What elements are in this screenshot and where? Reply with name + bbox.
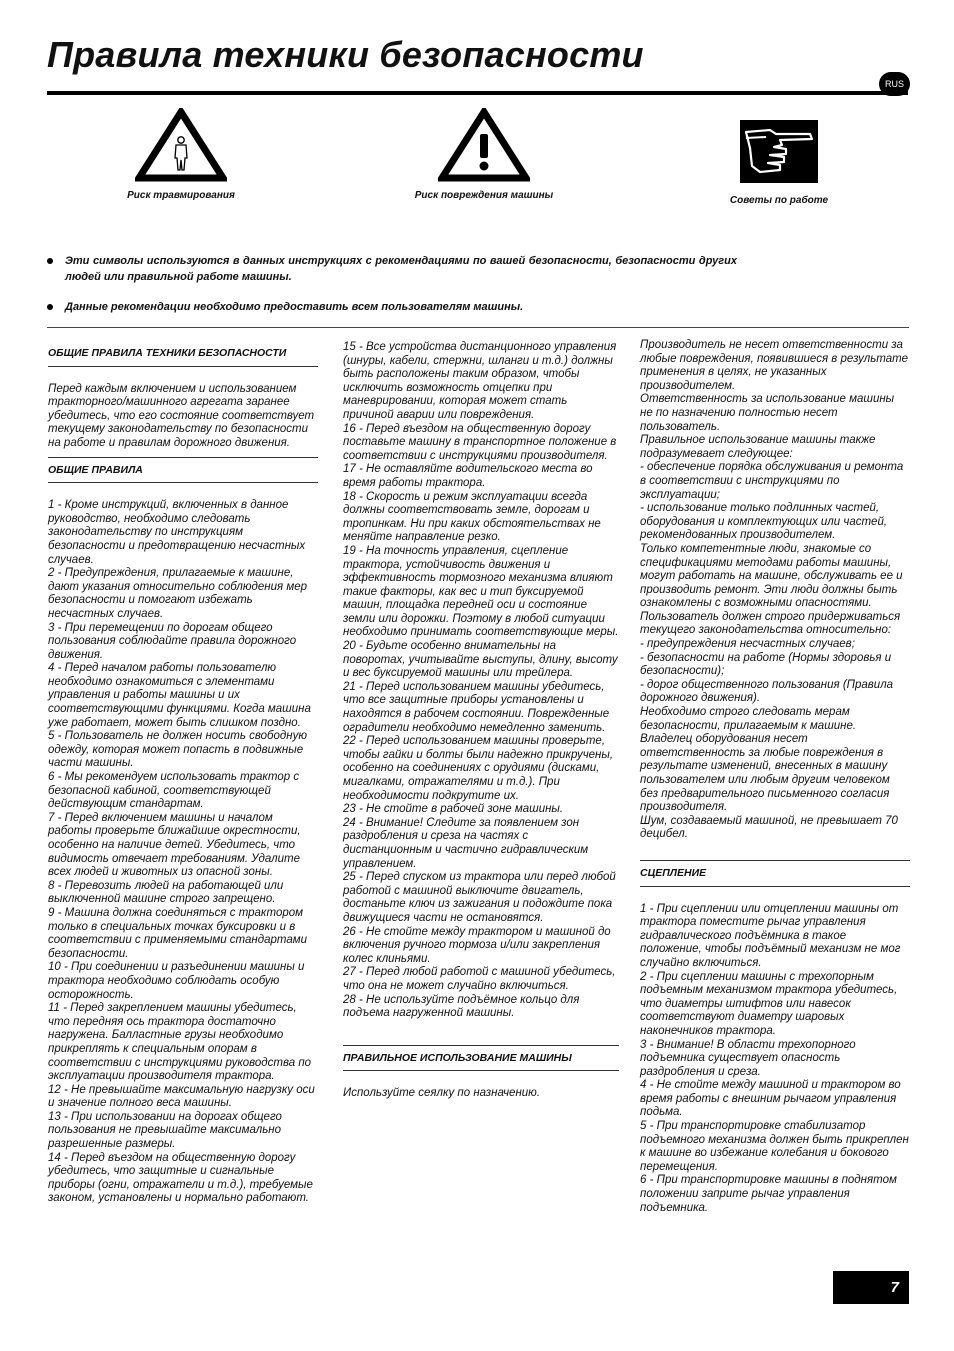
text-line: - обеспечение порядка обслуживания и ремонта в соответствии с инструкциями по эксплуатации; [640, 461, 904, 501]
text-line: Правильное использование машины также подразумевает следующее: [640, 434, 876, 460]
coupling-item: 5 - При транспортировке стабилизатор подъемного механизма должен быть прикреплен к машине во избежание колебания и бокового перемещения. [640, 1120, 909, 1173]
symbol-injury-risk [120, 108, 242, 201]
rule-item: 23 - Не стойте в рабочей зоне машины. [343, 803, 564, 816]
rule-item: 2 - Предупреждения, прилагаемые к машине, дают указания относительно соблюдения мер безопасности и помогают избежать несчастных случаев. [48, 567, 308, 620]
rule-item: 17 - Не оставляйте водительского места во время работы трактора. [343, 463, 593, 489]
rule-item: 27 - Перед любой работой с машиной убедитесь, что она не может случайно включиться. [343, 966, 616, 992]
text-line: Необходимо строго следовать мерам безопасности, прилагаемым к машине. [640, 706, 857, 732]
coupling-item: 6 - При транспортировке машины в поднятом положении заприте рычаг управления подъемника. [640, 1174, 897, 1214]
rule-item: 3 - При перемещении по дорогам общего пользования соблюдайте правила дорожного движения. [48, 621, 297, 661]
column-middle [343, 341, 619, 1101]
text-line: - безопасности на работе (Нормы здоровья и безопасности); [640, 651, 892, 678]
text-line: Только компетентные люди, знакомые со спецификациями методами работы машины, могут работать на машине, обслуживать ее и производить ремонт. Эти люди должны быть ознакомлены с возможными опасностями. Пользователь должен строго придерживаться текущего законодательства относительно: [640, 542, 903, 637]
language-badge: RUS [879, 72, 910, 96]
rule-item: 4 - Перед началом работы пользователю необходимо ознакомиться с элементами управления и работы машины и их соответствующими функциями. Когда машина уже работает, может быть слишком поздно. [48, 662, 311, 729]
rule-item: 15 - Все устройства дистанционного управления (шнуры, кабели, стержни, шланги и т.д.) должны быть расположены таким образом, чтобы исключить возможность отцепки при маневрировании, которая может стать причиной аварии или повреждения. [343, 341, 617, 421]
rule-item: 26 - Не стойте между трактором и машиной до включения ручного тормоза и/или закрепления колес клиньями. [343, 925, 611, 965]
rule-item: 20 - Будьте особенно внимательны на поворотах, учитывайте выступы, длину, высоту и вес буксируемой машины или трейлера. [343, 640, 618, 680]
coupling-item: 4 - Не стойте между машиной и трактором во время работы с внешним рычагом управления подьма. [640, 1079, 901, 1119]
correct-use-heading: ПРАВИЛЬНОЕ ИСПОЛЬЗОВАНИЕ МАШИНЫ [343, 1046, 619, 1072]
symbol-caption: Риск травмирования [127, 190, 235, 201]
coupling-heading: СЦЕПЛЕНИЕ [640, 861, 910, 887]
bullet-item: Данные рекомендации необходимо предоставить всем пользователям машины. [47, 299, 737, 315]
rule-item: 8 - Перевозить людей на работающей или выключенной машине строго запрещено. [48, 879, 284, 906]
symbol-machine-damage-risk [404, 108, 564, 201]
rule-item: 14 - Перед въездом на общественную дорогу убедитесь, что защитные и сигнальные приборы (огни, отражатели и т.д.), требуемые законом, установлены и нормально работают. [48, 1151, 313, 1205]
bullet-item: Эти символы используются в данных инструкциях с рекомендациями по вашей безопасности, безопасности других людей или правильной работе машины. [47, 253, 737, 285]
coupling-item: 2 - При сцеплении машины с трехопорным подъемным механизмом трактора убедитесь, что диаметры штифтов или навесок соответствуют диаметру шаровых наконечников трактора. [640, 970, 898, 1037]
intro-paragraph: Перед каждым включением и использованием тракторного/машинного агрегата заранее убедитесь, что его состояние соответствует текущему законодательству по безопасности на работе и правилам дорожного движения. [48, 382, 315, 449]
correct-use-text: Используйте сеялку по назначению. [343, 1087, 541, 1100]
symbol-caption: Советы по работе [729, 195, 829, 206]
general-rules-heading: ОБЩИЕ ПРАВИЛА [48, 458, 318, 484]
text-line: - использование только подлинных частей, оборудования и комплектующих или частей, рекомендованных производителем. [640, 502, 888, 542]
text-line: Владелец оборудования несет ответственность за любые повреждения в результате изменений, внесенных в машину пользователем или любым другим человеком без предварительного письменного согласия производителя. [640, 733, 890, 814]
rule-item: 16 - Перед въездом на общественную дорогу поставьте машину в транспортное положение в соответствии с инструкциями производителя. [343, 422, 617, 462]
symbol-work-tips [722, 120, 836, 206]
rule-item: 22 - Перед использованием машины проверьте, чтобы гайки и болты были надежно прикручены, особенно на соединениях с орудиями (дисками, мигалками, отражателями и т.д.). При необходимости подкрутите их. [343, 735, 614, 802]
page-title: Правила техники безопасности [47, 34, 644, 75]
rule-item: 24 - Внимание! Следите за появлением зон раздробления и среза на частях с дистанционным и частично гидравлическим управлением. [343, 816, 589, 870]
pointing-hand-icon [740, 120, 818, 183]
rule-item: 11 - Перед закреплением машины убедитесь, что передняя ось трактора достаточно нагружена. Балластные грузы необходимо прикреплять к специальным опорам в соответствии с инструкциями руководства по эксплуатации производителя трактора. [48, 1002, 312, 1083]
section-divider [47, 327, 909, 328]
rule-item: 9 - Машина должна соединяться с трактором только в специальных точках буксировки и в соответствии с применяемыми стандартами безопасности. [48, 906, 308, 960]
rule-item: 19 - На точность управления, сцепление трактора, устойчивость движения и эффективность тормозного механизма влияют такие факторы, как вес и тип буксируемой машин, площадка передней оси и состояние земли или дорожки. Поэтому в любой ситуации необходимо принимать соответствующие меры. [343, 544, 619, 639]
rule-item: 13 - При использовании на дорогах общего пользования не превышайте максимально разрешенные размеры. [48, 1110, 282, 1151]
text-line: - дорог общественного пользования (Правила дорожного движения). [640, 678, 894, 705]
rule-item: 21 - Перед использованием машины убедитесь, что все защитные приборы установлены и находятся в рабочем состоянии. Поврежденные оградители необходимо немедленно заменить. [343, 680, 610, 734]
symbol-notes [47, 253, 737, 329]
rule-item: 28 - Не используйте подъёмное кольцо для подъема нагруженной машины. [343, 993, 580, 1020]
rule-item: 6 - Мы рекомендуем использовать трактор с безопасной кабиной, соответствующей действующим стандартам. [48, 771, 300, 811]
exclamation-triangle-icon [438, 108, 530, 182]
rule-item: 10 - При соединении и разъединении машины и трактора необходимо соблюдать особую осторожность. [48, 961, 305, 1001]
title-rule [47, 91, 908, 95]
text-line: Ответственность за использование машины не по назначению полностью несет пользователь. [640, 393, 895, 433]
text-line: - предупреждения несчастных случаев; [640, 638, 855, 651]
text-line: Производитель не несет ответственности за любые повреждения, появившиеся в результате применения в целях, не указанных производителем. [640, 339, 909, 392]
person-hazard-triangle-icon [135, 108, 227, 182]
rule-item: 25 - Перед спуском из трактора или перед любой работой с машиной выключите двигатель, достаньте ключ из зажигания и подождите пока движущиеся части не остановятся. [343, 871, 616, 924]
text-line: Шум, создаваемый машиной, не превышает 70 децибел. [640, 814, 898, 841]
rule-item: 1 - Кроме инструкций, включенных в данное руководство, необходимо следовать законодательству по инструкциям безопасности и предотвращению несчастных случаев. [48, 499, 306, 566]
rule-item: 12 - Не превышайте максимальную нагрузку оси и значение полного веса машины. [48, 1083, 315, 1110]
column-left [48, 341, 318, 1206]
page-number: 7 [833, 1271, 909, 1304]
symbol-caption: Риск повреждения машины [414, 190, 554, 201]
rule-item: 18 - Скорость и режим эксплуатации всегда должны соответствовать земле, дорогам и тропинкам. Ни при каких обстоятельствах не меняйте направление резко. [343, 490, 601, 544]
rule-item: 7 - Перед включением машины и началом работы проверьте ближайшие окрестности, особенно на наличие детей. Убедитесь, что видимость отвечает требованиям. Удалите всех людей и животных из опасной зоны. [48, 811, 301, 879]
coupling-item: 3 - Внимание! В области трехопорного подъемника существует опасность раздробления и среза. [640, 1038, 856, 1078]
column-right [640, 339, 910, 1215]
rule-item: 5 - Пользователь не должен носить свободную одежду, которая может попасть в подвижные части машины. [48, 730, 307, 770]
coupling-item: 1 - При сцеплении или отцеплении машины от трактора поместите рычаг управления гидравлического подъёмника в такое положение, чтобы подъёмный механизм не мог случайно включиться. [640, 902, 901, 969]
general-safety-heading: ОБЩИЕ ПРАВИЛА ТЕХНИКИ БЕЗОПАСНОСТИ [48, 341, 318, 367]
